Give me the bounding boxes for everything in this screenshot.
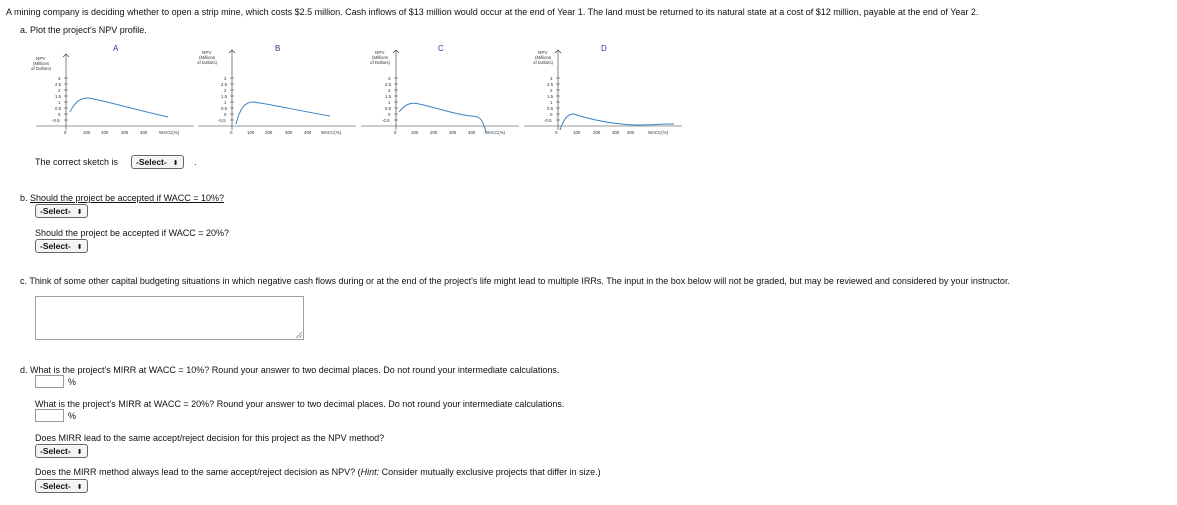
- xtick: 0: [555, 130, 558, 135]
- ytick: 0.5: [221, 106, 228, 111]
- npv-graph-b: [190, 44, 360, 144]
- select-value: -Select-: [40, 481, 71, 491]
- sketch-select-value: -Select-: [136, 157, 167, 167]
- ylabel-line-1: NPV: [538, 50, 548, 55]
- ylabel-line-2: (Millions: [33, 61, 50, 66]
- xtick: 0: [64, 130, 67, 135]
- part-d-q3: Does MIRR lead to the same accept/reject decision for this project as the NPV method?: [35, 433, 385, 443]
- select-value: -Select-: [40, 206, 71, 216]
- part-b-prefix: b.: [20, 193, 31, 203]
- xtick: 200: [101, 130, 109, 135]
- ylabel-line-3: of Dollars): [31, 66, 52, 71]
- ytick: 0.5: [385, 106, 392, 111]
- ytick: 0.5: [55, 106, 62, 111]
- part-d-q1: What is the project's MIRR at WACC = 10%? Round your answer to two decimal places. Do not round your intermediate calculations.: [30, 365, 560, 375]
- part-a-question: a. Plot the project's NPV profile.: [20, 25, 147, 35]
- xtick: 100: [411, 130, 419, 135]
- npv-curve: [560, 114, 674, 130]
- part-d-q2: What is the project's MIRR at WACC = 20%? Round your answer to two decimal places. Do not round your intermediate calculations.: [35, 399, 565, 409]
- percent-label: %: [68, 411, 77, 421]
- xtick: 200: [265, 130, 273, 135]
- ytick: 3: [550, 76, 553, 81]
- ytick: 0: [388, 112, 391, 117]
- select-arrows-icon: ⬍: [172, 160, 179, 167]
- ytick: 2.5: [221, 82, 228, 87]
- select-value: -Select-: [40, 446, 71, 456]
- sketch-label: The correct sketch is: [35, 157, 119, 167]
- xtick: 100: [83, 130, 91, 135]
- ytick: 0: [224, 112, 227, 117]
- ytick: 1: [388, 100, 391, 105]
- ytick: 1: [224, 100, 227, 105]
- mirr-always-select[interactable]: [35, 479, 88, 493]
- graph-b-letter: B: [275, 44, 281, 53]
- ylabel-line-1: NPV: [375, 50, 385, 55]
- xtick: 400: [304, 130, 312, 135]
- select-arrows-icon: ⬍: [76, 484, 83, 491]
- ytick: 0.5: [547, 106, 554, 111]
- part-b-q1: Should the project be accepted if WACC = 10%?: [30, 193, 225, 203]
- ytick: 3: [388, 76, 391, 81]
- xlabel: WACC(%): [648, 130, 669, 135]
- ytick: 0: [550, 112, 553, 117]
- npv-curve: [399, 103, 486, 132]
- resize-grip-icon[interactable]: [295, 331, 302, 338]
- xtick: 300: [285, 130, 293, 135]
- part-c-question: c. Think of some other capital budgeting situations in which negative cash flows during or at the end of the project's life might lead to multiple IRRs. The input in the box below will not be graded, but may be reviewed and considered by your instructor.: [20, 276, 1010, 286]
- select-arrows-icon: ⬍: [76, 209, 83, 216]
- ylabel-line-3: of Dollars): [370, 60, 391, 65]
- ytick: 1: [550, 100, 553, 105]
- ytick: 2.5: [547, 82, 554, 87]
- problem-statement: A mining company is deciding whether to open a strip mine, which costs $2.5 million. Cash inflows of $13 million would occur at the end of Year 1. The land must be returned to its natural state at a cost of $12 million, payable at the end of Year 2.: [6, 7, 979, 17]
- xtick: 300: [449, 130, 457, 135]
- xtick: 200: [430, 130, 438, 135]
- xtick: 200: [593, 130, 601, 135]
- ytick: 1.5: [547, 94, 554, 99]
- ytick: 2: [388, 88, 391, 93]
- ylabel-line-2: (Millions: [199, 55, 216, 60]
- part-b-q2: Should the project be accepted if WACC = 20%?: [35, 228, 230, 238]
- npv-curve: [236, 102, 330, 124]
- graph-d-letter: D: [601, 44, 607, 53]
- xtick: 0: [230, 130, 233, 135]
- xtick: 0: [394, 130, 397, 135]
- q4-text-end: Consider mutually exclusive projects that differ in size.): [379, 467, 601, 477]
- graph-a-letter: A: [113, 44, 119, 53]
- ylabel-line-2: (Millions: [372, 55, 389, 60]
- mirr-wacc10-input[interactable]: [35, 375, 64, 388]
- ytick: 2.5: [385, 82, 392, 87]
- ytick: 2: [224, 88, 227, 93]
- xlabel: WACC(%): [321, 130, 342, 135]
- xtick: 400: [468, 130, 476, 135]
- accept-wacc10-select[interactable]: [35, 204, 88, 218]
- npv-graph-d: [516, 44, 686, 144]
- ylabel-line-1: NPV: [202, 50, 212, 55]
- ytick: 1.5: [221, 94, 228, 99]
- xtick: 300: [121, 130, 129, 135]
- xlabel: WACC(%): [485, 130, 506, 135]
- ytick: -0.5: [218, 118, 226, 123]
- xtick: 400: [627, 130, 635, 135]
- ylabel-line-3: of Dollars): [197, 60, 218, 65]
- accept-wacc20-select[interactable]: [35, 239, 88, 253]
- xlabel: WACC(%): [159, 130, 180, 135]
- mirr-wacc20-input[interactable]: [35, 409, 64, 422]
- npv-graph-c: [353, 44, 523, 144]
- sketch-select[interactable]: [131, 155, 184, 169]
- ytick: 2.5: [55, 82, 62, 87]
- ylabel-line-2: (Millions: [535, 55, 552, 60]
- ytick: 3: [58, 76, 61, 81]
- ytick: 3: [224, 76, 227, 81]
- npv-curve: [70, 98, 168, 117]
- hint-label: Hint:: [360, 467, 380, 477]
- xtick: 400: [140, 130, 148, 135]
- part-d-prefix: d.: [20, 365, 31, 375]
- select-arrows-icon: ⬍: [76, 244, 83, 251]
- xtick: 300: [612, 130, 620, 135]
- ylabel-line-3: of Dollars): [533, 60, 554, 65]
- ytick: 1: [58, 100, 61, 105]
- ytick: 2: [550, 88, 553, 93]
- ytick: 1.5: [55, 94, 62, 99]
- select-arrows-icon: ⬍: [76, 449, 83, 456]
- ylabel-line-1: NPV: [36, 56, 46, 61]
- ytick: -0.5: [52, 118, 60, 123]
- npv-graph-a: [28, 44, 198, 144]
- q4-text: Does the MIRR method always lead to the same accept/reject decision as NPV? (: [35, 467, 361, 477]
- ytick: 0: [58, 112, 61, 117]
- ytick: 1.5: [385, 94, 392, 99]
- mirr-same-decision-select[interactable]: [35, 444, 88, 458]
- graph-c-letter: C: [438, 44, 444, 53]
- percent-label: %: [68, 377, 77, 387]
- select-value: -Select-: [40, 241, 71, 251]
- xtick: 100: [573, 130, 581, 135]
- ytick: -0.5: [544, 118, 552, 123]
- ytick: -0.5: [382, 118, 390, 123]
- ytick: 2: [58, 88, 61, 93]
- part-d-q4: [35, 467, 601, 477]
- xtick: 100: [247, 130, 255, 135]
- part-c-textarea[interactable]: [35, 296, 304, 340]
